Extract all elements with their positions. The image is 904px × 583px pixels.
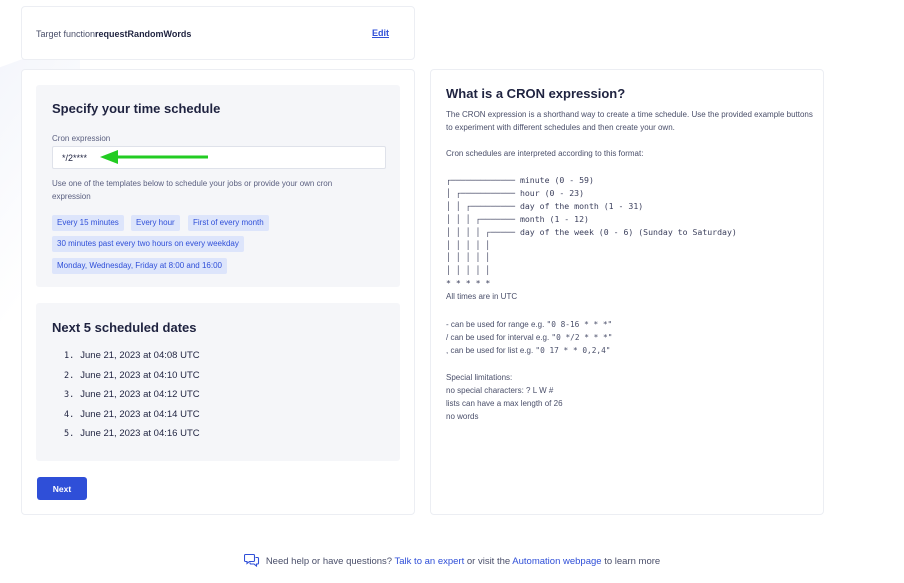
limitations-title: Special limitations: <box>446 373 513 382</box>
utc-note: All times are in UTC <box>446 292 518 301</box>
next-dates-panel <box>36 303 400 461</box>
template-weekday-two-hours-button[interactable]: 30 minutes past every two hours on every weekday <box>52 236 244 252</box>
cron-field-label: Cron expression <box>52 134 111 143</box>
list-item: 5. June 21, 2023 at 04:16 UTC <box>64 428 200 440</box>
limitation-item: lists can have a max length of 26 <box>446 399 563 408</box>
list-item: 1. June 21, 2023 at 04:08 UTC <box>64 350 200 361</box>
limitation-item: no special characters: ? L W # <box>446 386 554 395</box>
next-dates-title: Next 5 scheduled dates <box>52 320 197 335</box>
target-function-label: Target functionrequestRandomWords <box>36 29 192 39</box>
time-schedule-panel <box>36 85 400 287</box>
template-first-of-month-button[interactable]: First of every month <box>188 215 269 231</box>
list-item: 2. June 21, 2023 at 04:10 UTC <box>64 369 200 381</box>
footer-help: Need help or have questions? Talk to an expert or visit the Automation webpage to learn more <box>0 556 904 567</box>
chat-bubbles-icon <box>244 553 260 567</box>
scheduled-dates-list <box>64 350 200 448</box>
cron-format-diagram: ┌───────────── minute (0 - 59) │ ┌─────────── hour (0 - 23) │ │ ┌───────── day of the month (1 - 31) │ │ │ ┌─────── month (1 - 12) │ │ │ │ ┌───── day of the week (0 - 6) (Sunday to Saturday) │ │ │ │ │ │ │ │ │ │ │ │ │ │ │ * * * * * <box>446 175 737 289</box>
cron-intro-text: The CRON expression is a shorthand way to create a time schedule. Use the provided example buttons to experiment with different schedules and then create your own. <box>446 110 813 132</box>
cron-info-title: What is a CRON expression? <box>446 86 626 101</box>
list-item: 3. June 21, 2023 at 04:12 UTC <box>64 389 200 401</box>
target-function-name: requestRandomWords <box>95 29 192 39</box>
template-mwf-button[interactable]: Monday, Wednesday, Friday at 8:00 and 16:00 <box>52 258 227 274</box>
template-help-text: Use one of the templates below to schedule your jobs or provide your own cron expression <box>52 179 333 201</box>
interval-rule: / can be used for interval e.g. "0 */2 * * *" <box>446 333 613 342</box>
limitation-item: no words <box>446 412 479 421</box>
next-button[interactable]: Next <box>37 477 87 500</box>
template-every-15-minutes-button[interactable]: Every 15 minutes <box>52 215 124 231</box>
template-every-hour-button[interactable]: Every hour <box>131 215 180 231</box>
list-rule: , can be used for list e.g. "0 17 * * 0,2,4" <box>446 346 611 355</box>
target-function-card <box>21 6 415 60</box>
cron-info-card <box>430 69 824 515</box>
schedule-card <box>21 69 415 515</box>
list-item: 4. June 21, 2023 at 04:14 UTC <box>64 408 200 420</box>
arrow-annotation-icon <box>100 149 210 165</box>
cron-format-intro: Cron schedules are interpreted according to this format: <box>446 149 644 158</box>
edit-link[interactable]: Edit <box>372 28 389 38</box>
talk-to-expert-link[interactable]: Talk to an expert <box>394 556 465 568</box>
range-rule: - can be used for range e.g. "0 8-16 * * *" <box>446 320 613 329</box>
automation-webpage-link[interactable]: Automation webpage <box>512 556 602 568</box>
schedule-title: Specify your time schedule <box>52 101 221 116</box>
